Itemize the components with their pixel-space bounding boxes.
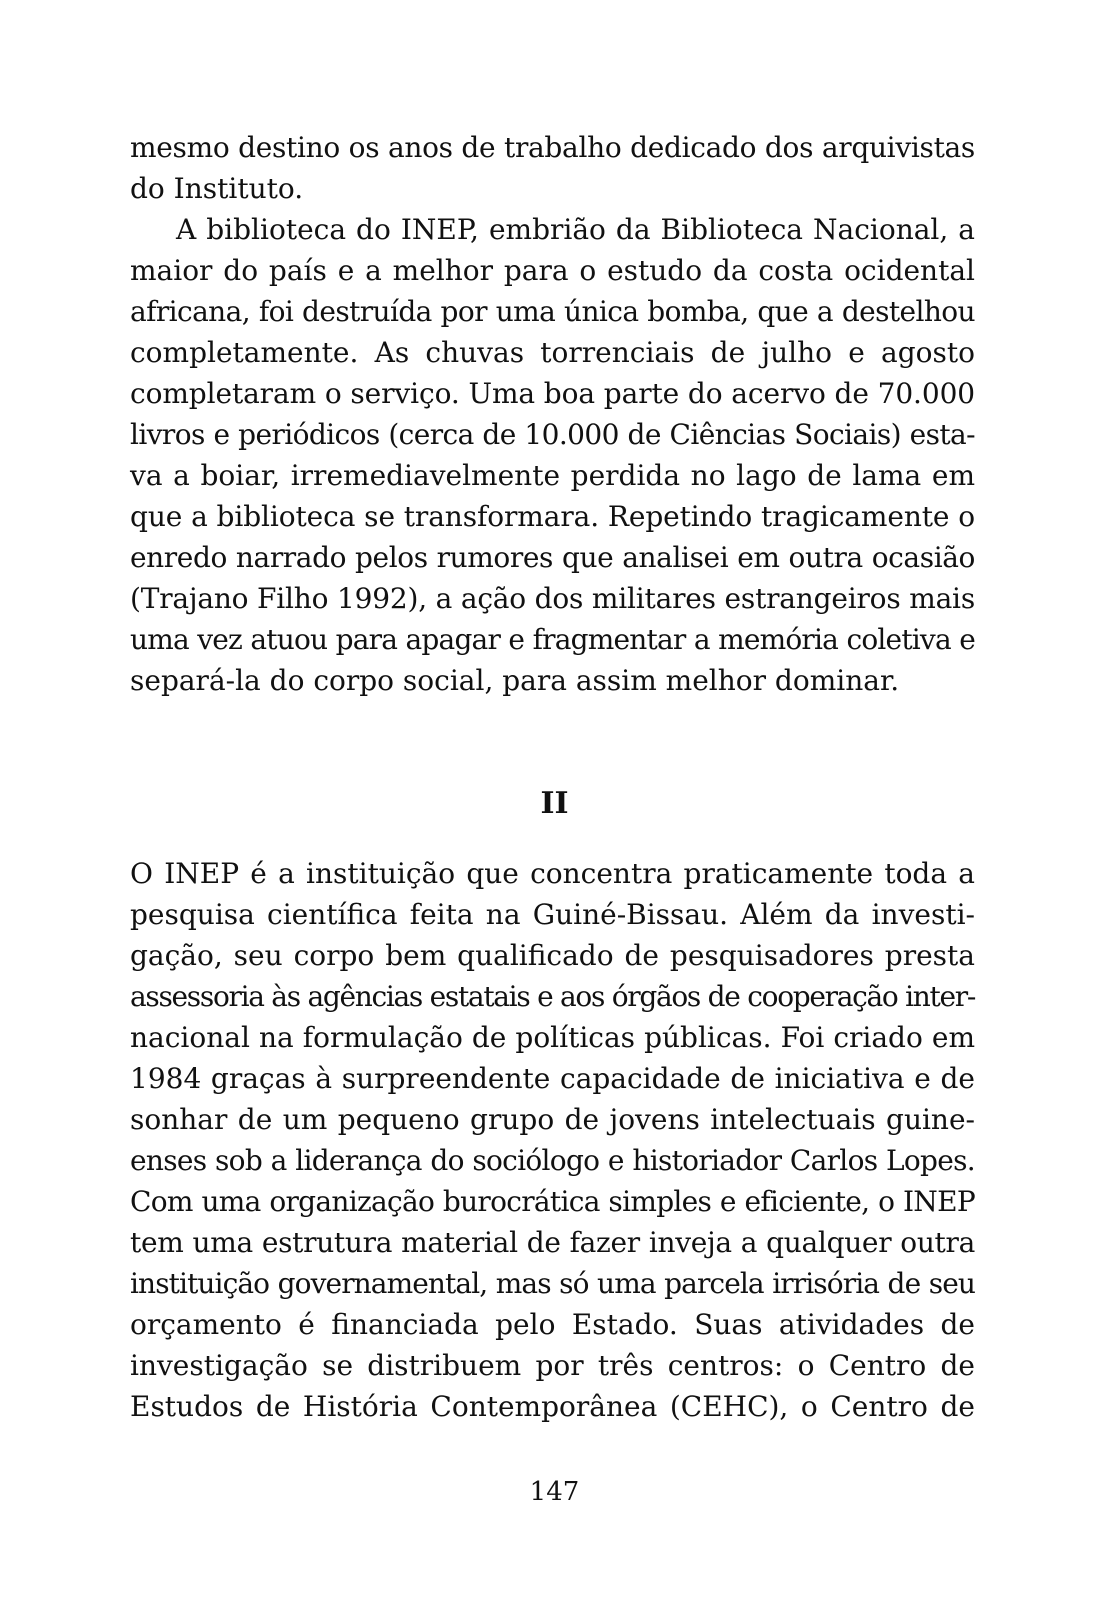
- text-line: gação, seu corpo bem qualificado de pesquisadores presta: [130, 939, 975, 972]
- text-line: 1984 graças à surpreendente capacidade de iniciativa e de: [130, 1062, 975, 1095]
- text-line: sonhar de um pequeno grupo de jovens intelectuais guine-: [130, 1103, 975, 1136]
- text-line: assessoria às agências estatais e aos órgãos de cooperação inter-: [130, 980, 975, 1013]
- text-line: va a boiar, irremediavelmente perdida no lago de lama em: [130, 459, 975, 492]
- text-line: A biblioteca do INEP, embrião da Biblioteca Nacional, a: [176, 213, 975, 246]
- text-line: separá-la do corpo social, para assim melhor dominar.: [130, 664, 900, 697]
- text-line: uma vez atuou para apagar e fragmentar a memória coletiva e: [130, 623, 975, 656]
- text-line: nacional na formulação de políticas públicas. Foi criado em: [130, 1021, 975, 1054]
- text-line: maior do país e a melhor para o estudo da costa ocidental: [130, 254, 975, 287]
- text-line: completamente. As chuvas torrenciais de julho e agosto: [130, 336, 975, 369]
- text-line: enses sob a liderança do sociólogo e historiador Carlos Lopes.: [130, 1144, 975, 1177]
- text-line: Estudos de História Contemporânea (CEHC), o Centro de: [130, 1390, 975, 1423]
- page-number: 147: [529, 1477, 580, 1507]
- paragraph-block-1: [130, 127, 975, 701]
- text-line: O INEP é a instituição que concentra praticamente toda a: [130, 857, 975, 890]
- text-line: orçamento é financiada pelo Estado. Suas atividades de: [130, 1308, 975, 1341]
- text-line: tem uma estrutura material de fazer inveja a qualquer outra: [130, 1226, 975, 1259]
- text-line: que a biblioteca se transformara. Repetindo tragicamente o: [130, 500, 975, 533]
- text-line: mesmo destino os anos de trabalho dedicado dos arquivistas: [130, 131, 975, 164]
- text-line: instituição governamental, mas só uma parcela irrisória de seu: [130, 1267, 975, 1300]
- section-heading: II: [540, 786, 569, 821]
- text-line: africana, foi destruída por uma única bomba, que a destelhou: [130, 295, 975, 328]
- text-line: enredo narrado pelos rumores que analisei em outra ocasião: [130, 541, 975, 574]
- text-line: investigação se distribuem por três centros: o Centro de: [130, 1349, 975, 1382]
- text-line: Com uma organização burocrática simples e eficiente, o INEP: [130, 1185, 975, 1218]
- text-line: pesquisa científica feita na Guiné-Bissau. Além da investi-: [130, 898, 975, 931]
- text-line: (Trajano Filho 1992), a ação dos militares estrangeiros mais: [130, 582, 975, 615]
- text-line: completaram o serviço. Uma boa parte do acervo de 70.000: [130, 377, 975, 410]
- paragraph-block-2: [130, 853, 975, 1427]
- text-line: livros e periódicos (cerca de 10.000 de Ciências Sociais) esta-: [130, 418, 975, 451]
- text-line: do Instituto.: [130, 172, 304, 205]
